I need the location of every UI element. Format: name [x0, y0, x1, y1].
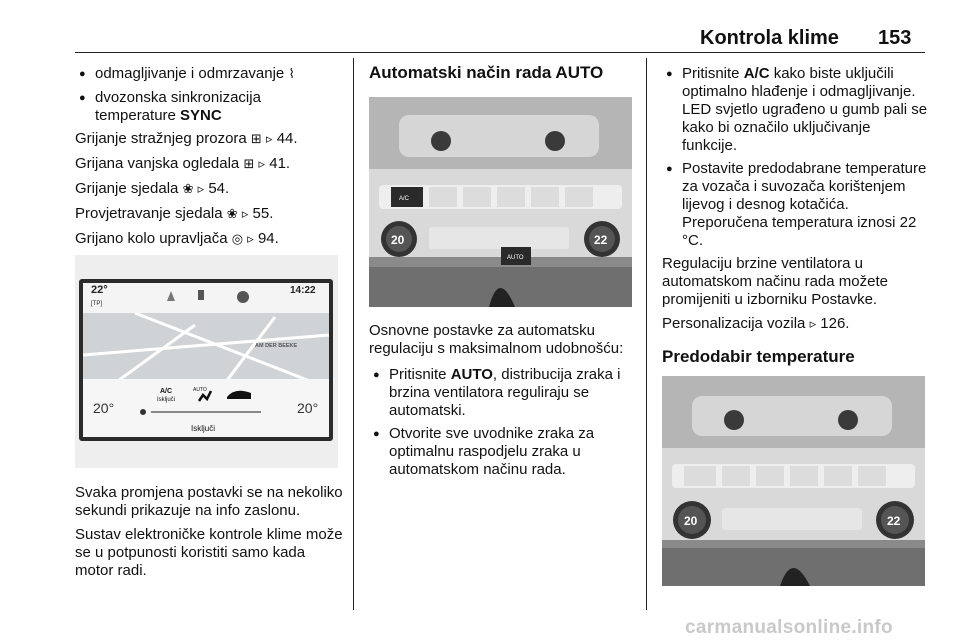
climate-panel-image-preset: [662, 376, 925, 586]
page-ref-icon: ▹: [809, 317, 817, 332]
para-engine: Sustav elektroničke kontrole klime može se u potpunosti koristiti samo kada motor radi.: [75, 526, 343, 579]
column-divider-1: [353, 58, 354, 610]
footer-watermark: carmanualsonline.info: [685, 617, 893, 638]
defrost-icon: ⌇: [288, 67, 295, 82]
page-ref-icon: ▹: [197, 182, 205, 197]
screen-temp-right: 20°: [297, 400, 319, 416]
screen-temp-left: 20°: [93, 400, 115, 416]
para-intro: Osnovne postavke za automatsku regulaciju s maksimalnom udobnošću:: [369, 322, 624, 357]
panel-auto-label: AUTO: [507, 255, 524, 261]
bullet-preset-temp: ● Postavite predodabrane temperature za vozača i suvozača korištenjem lijevog i desnog kotačića. Preporučena temperatura iznosi 22 °C.: [662, 160, 928, 250]
line-steering-heat: Grijano kolo upravljača ◎ ▹ 94.: [75, 230, 279, 247]
page-ref-icon: ▹: [247, 232, 254, 247]
screen-phone-icon: [198, 290, 204, 300]
page-number: 153: [878, 27, 912, 49]
section-title-preset: Predodabir temperature: [662, 347, 855, 366]
screen-fan-icon: [140, 409, 146, 415]
mirror-heat-icon: ⊞: [243, 157, 255, 172]
rear-window-heat-icon: ⊞: [250, 132, 262, 147]
section-title-auto: Automatski način rada AUTO: [369, 63, 604, 82]
para-personalization: Personalizacija vozila ▹ 126.: [662, 315, 850, 332]
info-screen-image: [75, 255, 338, 468]
screen-auto: AUTO: [193, 387, 207, 393]
seat-heat-icon: ❀: [182, 182, 194, 197]
page-ref-icon: ▹: [266, 132, 273, 147]
column-1: [75, 65, 345, 255]
column-1-bottom: [75, 484, 345, 586]
bullet-ac: ● Pritisnite A/C kako biste uključili optimalno hlađenje i odmagljivanje. LED svjetlo ugrađeno u gumb pali se kako bi označilo uključivanje funkcije.: [662, 65, 928, 155]
line-seat-heat: Grijanje sjedala ❀ ▹ 54.: [75, 180, 230, 197]
column-3: [662, 65, 928, 378]
preset-temp-left: 20: [684, 514, 698, 528]
page-ref-icon: ▹: [241, 207, 249, 222]
panel-ac-label: A/C: [399, 196, 410, 202]
steering-wheel-icon: ◎: [231, 232, 244, 247]
line-mirrors: Grijana vanjska ogledala ⊞ ▹ 41.: [75, 155, 291, 172]
line-seat-vent: Provjetravanje sjedala ❀ ▹ 55.: [75, 205, 274, 222]
screen-temp-top: 22°: [91, 284, 108, 296]
bullet-auto: ● Pritisnite AUTO, distribucija zraka i brzina ventilatora reguliraju se automatski.: [369, 366, 639, 420]
para-display: Svaka promjena postavki se na nekoliko sekundi prikazuje na info zaslonu.: [75, 484, 343, 519]
screen-map-label: AM DER BEEKE: [255, 343, 298, 349]
panel-temp-right: 22: [594, 233, 608, 247]
para-fan: Regulaciju brzine ventilatora u automatskom načinu rada možete promijeniti u izborniku Postavke.: [662, 255, 888, 308]
screen-tp: [TP]: [91, 301, 103, 307]
bullet-sync: ● dvozonska sinkronizacija temperature SYNC: [75, 89, 345, 125]
bullet-defrost: ● odmagljivanje i odmrzavanje ⌇: [75, 65, 345, 84]
column-2: [369, 64, 639, 94]
climate-panel-image-auto: [369, 97, 632, 307]
bullet-vents: ● Otvorite sve uvodnike zraka za optimalnu raspodjelu zraka u automatskom načinu rada.: [369, 425, 639, 479]
screen-clock: 14:22: [290, 285, 316, 296]
screen-ac-label: A/C: [160, 388, 173, 395]
panel-temp-left: 20: [391, 233, 405, 247]
preset-temp-right: 22: [887, 514, 901, 528]
line-rear-window: Grijanje stražnjeg prozora ⊞ ▹ 44.: [75, 130, 298, 147]
screen-home-icon: [237, 291, 249, 303]
page-ref-icon: ▹: [258, 157, 266, 172]
column-divider-2: [646, 58, 647, 610]
page-header-title: Kontrola klime: [700, 27, 839, 49]
header-divider: [75, 52, 925, 53]
screen-bottom-label: Isključi: [191, 424, 216, 433]
screen-ac-state: Isključi: [157, 397, 176, 403]
screen-fan-bar: [151, 411, 261, 413]
column-2-text: [369, 322, 639, 484]
seat-vent-icon: ❀: [226, 207, 238, 222]
